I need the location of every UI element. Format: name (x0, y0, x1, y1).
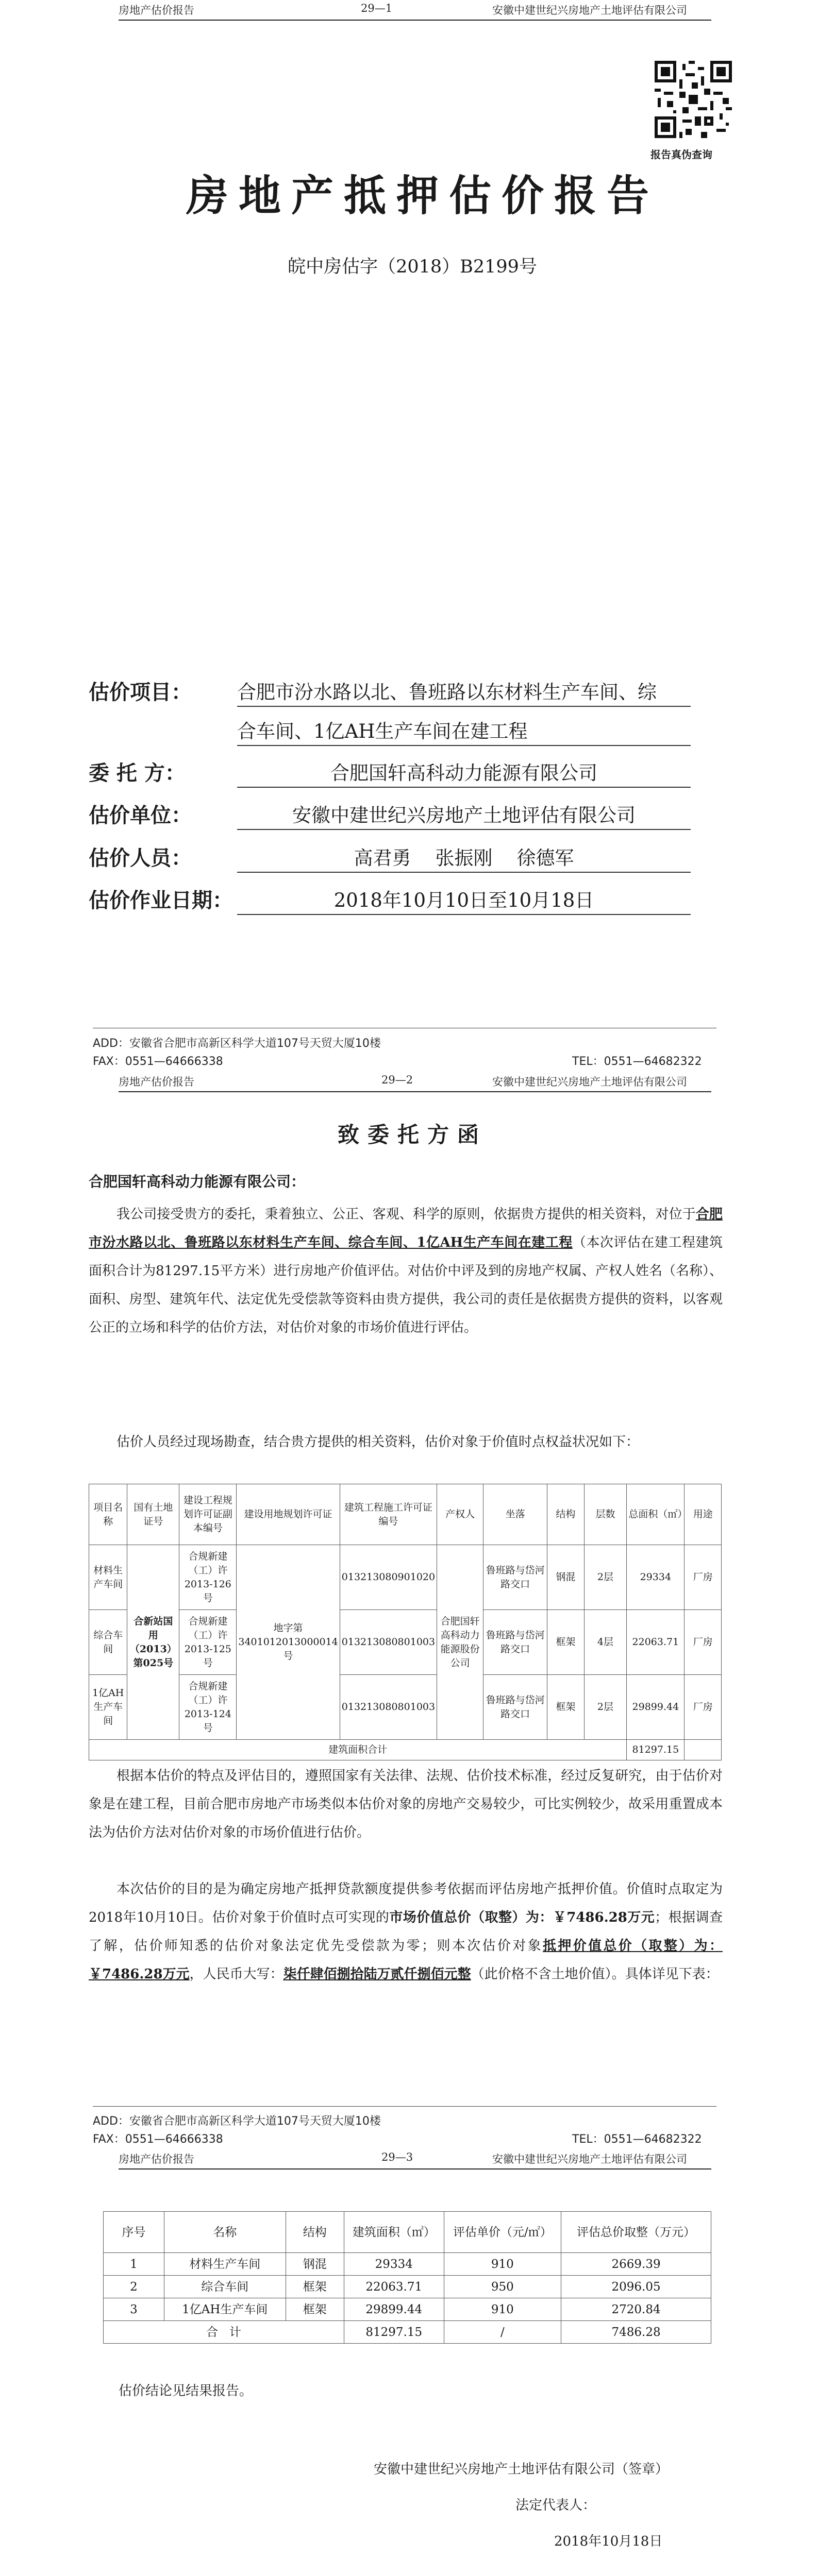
letter-paragraph-4 (89, 1875, 723, 1989)
col-header: 结构 (286, 2212, 344, 2253)
footer-address: ADD：安徽省合肥市高新区科学大道107号天贸大厦10楼 (93, 1037, 381, 1050)
qr-code-icon (655, 61, 732, 138)
cell-total: 2669.39 (561, 2253, 711, 2276)
qr-caption: 报告真伪查询 (650, 148, 712, 161)
cell-owner: 合肥国轩高科动力能源股份公司 (437, 1545, 483, 1740)
col-header: 名称 (164, 2212, 286, 2253)
cell-sum-total: 7486.28 (561, 2321, 711, 2344)
header-page-number: 29—1 (361, 2, 393, 14)
cell-price: 910 (444, 2298, 561, 2321)
addressee: 合肥国轩高科动力能源有限公司： (89, 1173, 306, 1190)
cell-name: 综合车间 (164, 2276, 286, 2298)
col-header: 评估总价取整（万元） (561, 2212, 711, 2253)
unit-label: 估价单位： (89, 804, 192, 827)
header-left: 房地产估价报告 (119, 4, 194, 16)
col-header: 坐落 (483, 1484, 547, 1545)
col-header: 总面积（㎡） (627, 1484, 685, 1545)
header-left: 房地产估价报告 (119, 1076, 194, 1088)
header-page-number: 29—2 (381, 1074, 413, 1086)
cell-location: 鲁班路与岱河路交口 (483, 1545, 547, 1610)
client-value: 合肥国轩高科动力能源有限公司 (237, 760, 691, 788)
para1-subject: 合肥市汾水路以北、鲁班路以东材料生产车间、综合车间、1亿AH生产车间在建工程 (89, 1207, 723, 1250)
cell-permit: 013213080901020 (340, 1545, 437, 1610)
cell-name: 1亿AH生产车间 (164, 2298, 286, 2321)
footer-rule (93, 2106, 716, 2107)
date-value: 2018年10月10日至10月18日 (237, 887, 691, 915)
cell-no: 3 (104, 2298, 164, 2321)
cell-no: 1 (104, 2253, 164, 2276)
col-header: 建设用地规划许可证 (237, 1484, 340, 1545)
letter-paragraph-1 (89, 1200, 723, 1342)
cell-permit: 013213080801003 (340, 1675, 437, 1740)
para1-text-c: （本次评估在建工程建筑面积合计为81297.15平方米）进行房地产价值评估。对估价中评及到的房地产权属、产权人姓名（名称）、面积、房型、建筑年代、法定优先受偿款等资料由贵方提供，我公司的责任是依据贵方提供的资料，以客观公正的立场和科学的估价方法，对估价对象的市场价值进行评估。 (89, 1235, 723, 1335)
signature-date: 2018年10月18日 (554, 2534, 663, 2549)
letter-paragraph-3: 根据本估价的特点及评估目的，遵照国家有关法律、法规、估价技术标准，经过反复研究，由于估价对象是在建工程，目前合肥市房地产市场类似本估价对象的房地产交易较少，可比实例较少，故采用重置成本法为估价方法对估价对象的市场价值进行估价。 (89, 1768, 723, 1840)
cell-structure: 框架 (286, 2298, 344, 2321)
project-label: 估价项目： (89, 681, 192, 704)
header-left: 房地产估价报告 (119, 2153, 194, 2165)
cell-location: 鲁班路与岱河路交口 (483, 1610, 547, 1675)
cell-structure: 钢混 (547, 1545, 585, 1610)
para1-text-a: 我公司接受贵方的委托，秉着独立、公正、客观、科学的原则，依据贵方提供的相关资料，对位于 (116, 1207, 696, 1222)
table-row (104, 2276, 711, 2298)
cell-floors: 4层 (584, 1610, 627, 1675)
header-rule (119, 2168, 711, 2170)
cell-name: 材料生产车间 (164, 2253, 286, 2276)
cell-name: 综合车间 (89, 1610, 127, 1675)
cell-total-label: 建筑面积合计 (89, 1740, 627, 1760)
cell-sum-label: 合 计 (104, 2321, 344, 2344)
cell-use: 厂房 (685, 1675, 722, 1740)
col-header: 用途 (685, 1484, 722, 1545)
cell-area: 22063.71 (627, 1610, 685, 1675)
cell-use: 厂房 (685, 1610, 722, 1675)
cell-use: 厂房 (685, 1545, 722, 1610)
col-header: 层数 (584, 1484, 627, 1545)
cell-structure: 钢混 (286, 2253, 344, 2276)
date-label: 估价作业日期： (89, 889, 233, 912)
col-header: 产权人 (437, 1484, 483, 1545)
letter-title: 致委托方函 (337, 1122, 487, 1147)
valuation-result-table (103, 2211, 711, 2344)
cell-location: 鲁班路与岱河路交口 (483, 1675, 547, 1740)
header-page-number: 29—3 (381, 2151, 413, 2163)
signature-representative: 法定代表人： (515, 2498, 596, 2513)
cell-land-cert: 合新站国用（2013）第025号 (127, 1545, 179, 1740)
cell-no: 2 (104, 2276, 164, 2298)
table-row (89, 1545, 722, 1610)
cell-price: 950 (444, 2276, 561, 2298)
cell-sum-price: / (444, 2321, 561, 2344)
footer-fax: FAX：0551—64666338 (93, 2133, 223, 2146)
cell-floors: 2层 (584, 1545, 627, 1610)
header-right: 安徽中建世纪兴房地产土地评估有限公司 (492, 2153, 687, 2165)
cell-sum-area: 81297.15 (344, 2321, 444, 2344)
col-header: 序号 (104, 2212, 164, 2253)
cell-name: 材料生产车间 (89, 1545, 127, 1610)
col-header: 建筑工程施工许可证编号 (340, 1484, 437, 1545)
report-title: 房地产抵押估价报告 (186, 171, 659, 221)
table-sum-row (104, 2321, 711, 2344)
col-header: 项目名称 (89, 1484, 127, 1545)
para4-text-g: （此价格不含土地价值）。具体详见下表： (471, 1967, 719, 1982)
footer-tel: TEL：0551—64682322 (572, 1055, 702, 1068)
table-row (89, 1675, 722, 1740)
col-header: 建设工程规划许可证副本编号 (179, 1484, 237, 1545)
table-row (104, 2253, 711, 2276)
cell-plan: 合规新建（工）许2013-125号 (179, 1610, 237, 1675)
signature-company: 安徽中建世纪兴房地产土地评估有限公司（签章） (374, 2462, 669, 2477)
cell-area: 29334 (344, 2253, 444, 2276)
cell-area: 29334 (627, 1545, 685, 1610)
cell-empty (685, 1740, 722, 1760)
footer-address: ADD：安徽省合肥市高新区科学大道107号天贸大厦10楼 (93, 2115, 381, 2128)
document-number: 皖中房估字（2018）B2199号 (288, 257, 537, 277)
cell-area: 29899.44 (627, 1675, 685, 1740)
footer-tel: TEL：0551—64682322 (572, 2133, 702, 2146)
footer-fax: FAX：0551—64666338 (93, 1055, 223, 1068)
conclusion-note: 估价结论见结果报告。 (119, 2383, 253, 2399)
client-label: 委 托 方： (89, 761, 186, 785)
cell-plan: 合规新建（工）许2013-124号 (179, 1675, 237, 1740)
cell-structure: 框架 (547, 1675, 585, 1740)
col-header: 评估单价（元/㎡） (444, 2212, 561, 2253)
cell-structure: 框架 (286, 2276, 344, 2298)
cell-permit: 013213080801003 (340, 1610, 437, 1675)
cell-price: 910 (444, 2253, 561, 2276)
table-row (104, 2298, 711, 2321)
people-label: 估价人员： (89, 846, 192, 870)
project-value-line2: 合车间、1亿AH生产车间在建工程 (237, 718, 691, 746)
value-in-words: 柒仟肆佰捌拾陆万贰仟捌佰元整 (283, 1967, 471, 1982)
people-value: 高君勇 张振刚 徐德军 (237, 845, 691, 873)
market-value: 市场价值总价（取整）为：￥7486.28万元 (389, 1910, 655, 1925)
col-header: 国有土地证号 (127, 1484, 179, 1545)
table-total-row (89, 1740, 722, 1760)
cell-total: 2096.05 (561, 2276, 711, 2298)
letter-paragraph-2: 估价人员经过现场勘查，结合贵方提供的相关资料，估价对象于价值时点权益状况如下： (116, 1434, 640, 1450)
col-header: 结构 (547, 1484, 585, 1545)
para4-text-c: ；根据调查了解，估价师知悉的估价对象法定优先受偿款为零；则本次估价对象 (89, 1910, 723, 1954)
cell-floors: 2层 (584, 1675, 627, 1740)
cell-land-plan: 地字第3401012013000014号 (237, 1545, 340, 1740)
mortgage-value: 抵押价值总价（取整）为：￥7486.28万元 (89, 1938, 723, 1982)
header-rule (119, 20, 711, 21)
cell-area: 29899.44 (344, 2298, 444, 2321)
header-rule (119, 1091, 711, 1092)
col-header: 建筑面积（㎡） (344, 2212, 444, 2253)
header-right: 安徽中建世纪兴房地产土地评估有限公司 (492, 4, 687, 16)
unit-value: 安徽中建世纪兴房地产土地评估有限公司 (237, 802, 691, 830)
cell-total-value: 81297.15 (627, 1740, 685, 1760)
cell-name: 1亿AH生产车间 (89, 1675, 127, 1740)
cell-total: 2720.84 (561, 2298, 711, 2321)
para4-text-e: ，人民币大写： (189, 1967, 283, 1982)
cell-structure: 框架 (547, 1610, 585, 1675)
cell-area: 22063.71 (344, 2276, 444, 2298)
header-right: 安徽中建世纪兴房地产土地评估有限公司 (492, 1076, 687, 1088)
cell-plan: 合规新建（工）许2013-126号 (179, 1545, 237, 1610)
para4-text-a: 本次估价的目的是为确定房地产抵押贷款额度提供参考依据而评估房地产抵押价值。价值时点取定为2018年10月10日。估价对象于价值时点可实现的 (89, 1882, 723, 1925)
table-row (89, 1610, 722, 1675)
property-rights-table (89, 1484, 722, 1760)
project-value-line1: 合肥市汾水路以北、鲁班路以东材料生产车间、综 (237, 679, 691, 707)
